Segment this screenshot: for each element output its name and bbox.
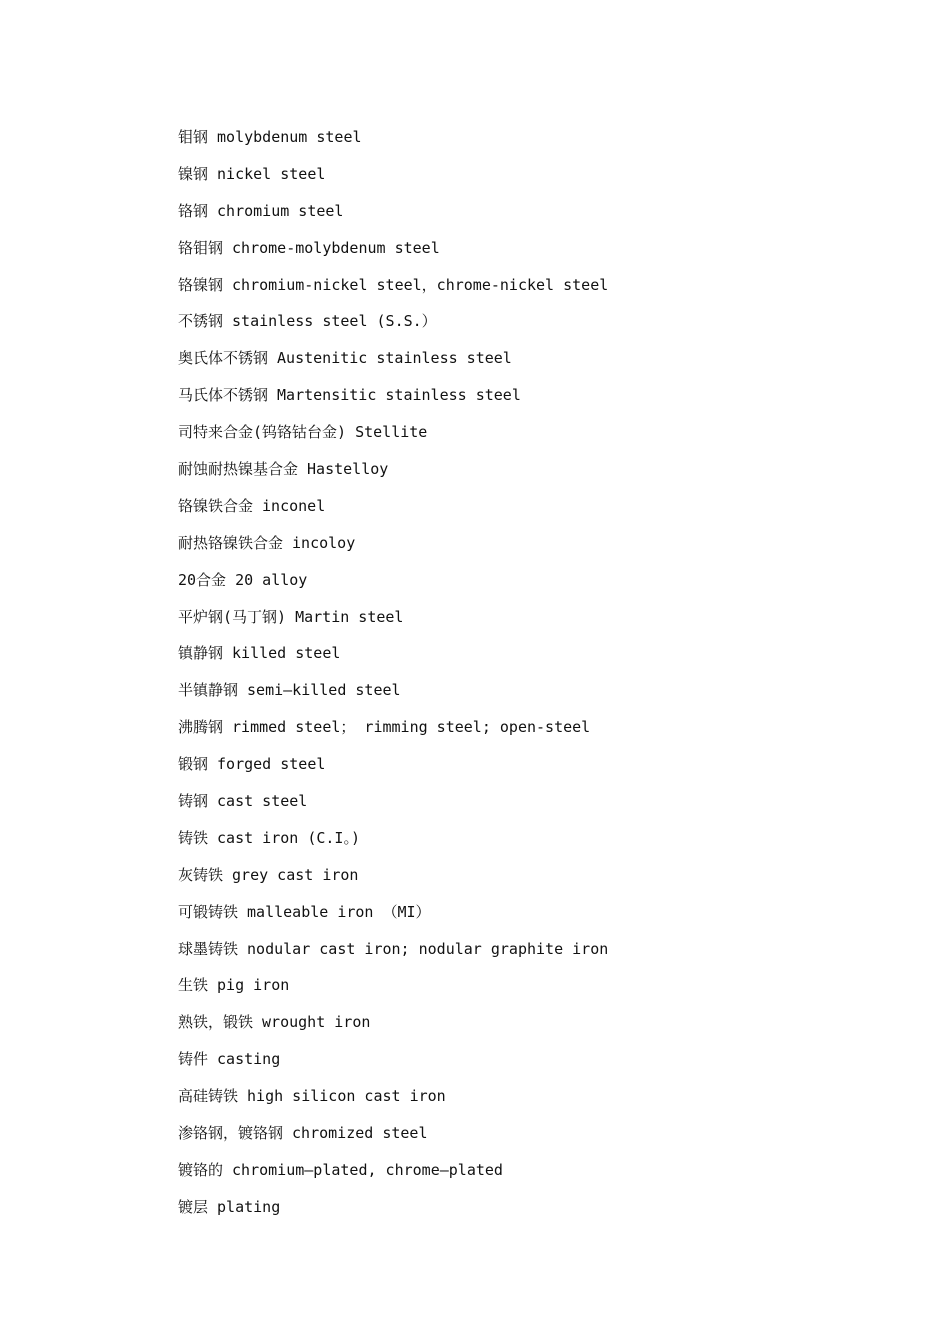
glossary-entry: 铸铁 cast iron (C.I。) — [178, 828, 360, 847]
glossary-entry: 铬钼钢 chrome-molybdenum steel — [178, 238, 440, 257]
glossary-entry: 铬镍钢 chromium-nickel steel，chrome-nickel steel — [178, 275, 609, 294]
glossary-entry: 可锻铸铁 malleable iron （MI） — [178, 902, 431, 921]
glossary-entry: 司特来合金(钨铬钴台金) Stellite — [178, 423, 428, 442]
glossary-entry: 生铁 pig iron — [178, 976, 290, 995]
glossary-entry: 钼钢 molybdenum steel — [178, 128, 362, 146]
glossary-entry: 平炉钢(马丁钢) Martin steel — [178, 607, 404, 626]
glossary-list — [178, 124, 608, 1231]
glossary-entry: 熟铁，锻铁 wrought iron — [178, 1013, 371, 1032]
glossary-entry: 灰铸铁 grey cast iron — [178, 865, 359, 884]
glossary-entry: 20合金 20 alloy — [178, 570, 308, 589]
glossary-entry: 马氏体不锈钢 Martensitic stainless steel — [178, 386, 521, 405]
glossary-entry: 高硅铸铁 high silicon cast iron — [178, 1087, 446, 1106]
glossary-entry: 铸钢 cast steel — [178, 792, 308, 811]
glossary-entry: 耐蚀耐热镍基合金 Hastelloy — [178, 460, 389, 479]
glossary-entry: 铬镍铁合金 inconel — [178, 496, 326, 515]
glossary-entry: 奥氏体不锈钢 Austenitic stainless steel — [178, 349, 512, 368]
glossary-entry: 铸件 casting — [178, 1050, 281, 1069]
glossary-entry: 不锈钢 stainless steel (S.S.） — [178, 312, 437, 331]
glossary-entry: 镀铬的 chromium—plated, chrome—plated — [178, 1160, 503, 1179]
glossary-entry: 渗铬钢，镀铬钢 chromized steel — [178, 1124, 428, 1143]
glossary-entry: 铬钢 chromium steel — [178, 201, 344, 220]
glossary-entry: 镍钢 nickel steel — [178, 164, 326, 183]
glossary-entry: 镀层 plating — [178, 1197, 281, 1216]
glossary-entry: 球墨铸铁 nodular cast iron; nodular graphite iron — [178, 939, 609, 958]
glossary-entry: 锻钢 forged steel — [178, 755, 326, 774]
glossary-entry: 耐热铬镍铁合金 incoloy — [178, 533, 356, 552]
glossary-entry: 镇静钢 killed steel — [178, 644, 341, 663]
glossary-entry: 沸腾钢 rimmed steel； rimming steel; open-steel — [178, 718, 591, 737]
glossary-entry: 半镇静钢 semi—killed steel — [178, 681, 401, 700]
